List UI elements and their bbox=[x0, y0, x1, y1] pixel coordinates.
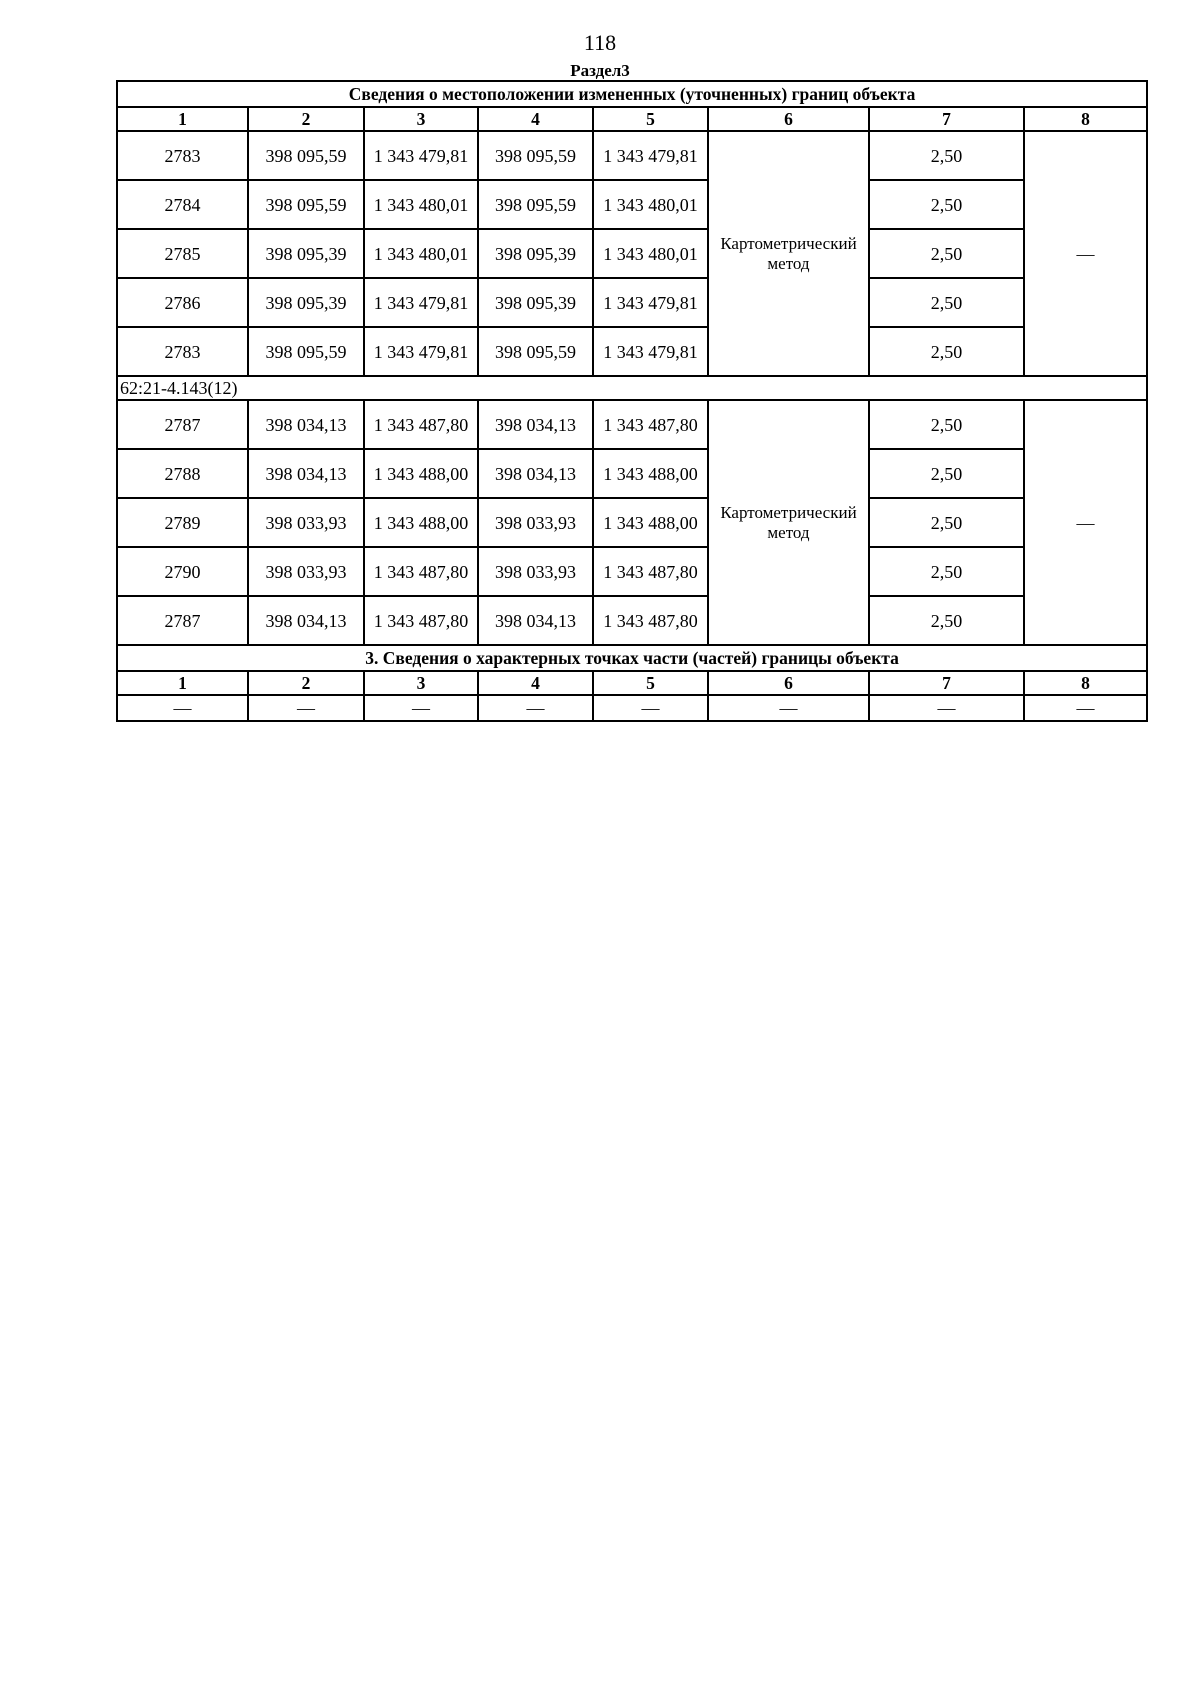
group-label-row bbox=[117, 376, 1147, 400]
dash-cell: — bbox=[478, 695, 593, 721]
dash-cell: — bbox=[1024, 695, 1147, 721]
coord-y-new: 1 343 480,01 bbox=[593, 180, 708, 229]
coord-x-new: 398 095,59 bbox=[478, 180, 593, 229]
coord-x-old: 398 095,59 bbox=[248, 131, 364, 180]
coord-y-old: 1 343 479,81 bbox=[364, 327, 478, 376]
coord-x-new: 398 034,13 bbox=[478, 449, 593, 498]
dash-cell: — bbox=[364, 695, 478, 721]
accuracy-value: 2,50 bbox=[869, 498, 1024, 547]
point-number: 2786 bbox=[117, 278, 248, 327]
coord-y-new: 1 343 487,80 bbox=[593, 400, 708, 449]
point-number: 2788 bbox=[117, 449, 248, 498]
table-row bbox=[117, 229, 1147, 278]
coord-y-new: 1 343 487,80 bbox=[593, 596, 708, 645]
table-row bbox=[117, 327, 1147, 376]
table-row bbox=[117, 400, 1147, 449]
boundary-table bbox=[116, 80, 1148, 722]
point-number: 2789 bbox=[117, 498, 248, 547]
point-number: 2785 bbox=[117, 229, 248, 278]
table-row bbox=[117, 498, 1147, 547]
point-number: 2790 bbox=[117, 547, 248, 596]
coord-y-new: 1 343 487,80 bbox=[593, 547, 708, 596]
dash-cell: — bbox=[117, 695, 248, 721]
coord-x-old: 398 095,39 bbox=[248, 229, 364, 278]
coord-y-old: 1 343 487,80 bbox=[364, 547, 478, 596]
column-number: 7 bbox=[869, 671, 1024, 695]
dash-cell: — bbox=[593, 695, 708, 721]
column-number: 6 bbox=[708, 671, 869, 695]
part-section-title-row bbox=[117, 645, 1147, 671]
coord-x-old: 398 034,13 bbox=[248, 400, 364, 449]
column-number: 4 bbox=[478, 107, 593, 131]
point-number: 2783 bbox=[117, 327, 248, 376]
table-row bbox=[117, 278, 1147, 327]
coord-x-old: 398 033,93 bbox=[248, 498, 364, 547]
table-title: Сведения о местоположении измененных (уточненных) границ объекта bbox=[117, 81, 1147, 107]
column-number: 5 bbox=[593, 671, 708, 695]
coord-x-old: 398 095,59 bbox=[248, 180, 364, 229]
table-row bbox=[117, 131, 1147, 180]
column-number: 3 bbox=[364, 671, 478, 695]
column-number: 2 bbox=[248, 671, 364, 695]
point-number: 2784 bbox=[117, 180, 248, 229]
coord-x-new: 398 095,39 bbox=[478, 278, 593, 327]
dash-cell: — bbox=[708, 695, 869, 721]
coord-y-new: 1 343 488,00 bbox=[593, 449, 708, 498]
coord-x-new: 398 095,39 bbox=[478, 229, 593, 278]
coord-y-old: 1 343 479,81 bbox=[364, 278, 478, 327]
coord-x-old: 398 095,39 bbox=[248, 278, 364, 327]
page-number: 118 bbox=[583, 30, 617, 55]
coord-x-new: 398 033,93 bbox=[478, 547, 593, 596]
section-label: Раздел3 bbox=[570, 61, 630, 80]
accuracy-value: 2,50 bbox=[869, 449, 1024, 498]
table-title-row bbox=[117, 81, 1147, 107]
column-number-row bbox=[117, 107, 1147, 131]
coord-y-old: 1 343 480,01 bbox=[364, 180, 478, 229]
dash-cell: — bbox=[248, 695, 364, 721]
coord-x-old: 398 095,59 bbox=[248, 327, 364, 376]
coord-y-old: 1 343 488,00 bbox=[364, 498, 478, 547]
column-number: 5 bbox=[593, 107, 708, 131]
part-dash-row bbox=[117, 695, 1147, 721]
method-cell: Картометрический метод bbox=[708, 400, 869, 645]
coord-y-new: 1 343 488,00 bbox=[593, 498, 708, 547]
accuracy-value: 2,50 bbox=[869, 131, 1024, 180]
coord-y-old: 1 343 480,01 bbox=[364, 229, 478, 278]
column-number: 8 bbox=[1024, 107, 1147, 131]
coord-y-new: 1 343 479,81 bbox=[593, 278, 708, 327]
table-row bbox=[117, 547, 1147, 596]
point-number: 2783 bbox=[117, 131, 248, 180]
point-number: 2787 bbox=[117, 596, 248, 645]
column-number: 1 bbox=[117, 107, 248, 131]
column-number: 1 bbox=[117, 671, 248, 695]
col8-dash: — bbox=[1024, 131, 1147, 376]
coord-x-old: 398 033,93 bbox=[248, 547, 364, 596]
column-number: 3 bbox=[364, 107, 478, 131]
dash-cell: — bbox=[869, 695, 1024, 721]
accuracy-value: 2,50 bbox=[869, 180, 1024, 229]
accuracy-value: 2,50 bbox=[869, 400, 1024, 449]
table-row bbox=[117, 180, 1147, 229]
coord-x-old: 398 034,13 bbox=[248, 596, 364, 645]
col8-dash: — bbox=[1024, 400, 1147, 645]
coord-x-new: 398 034,13 bbox=[478, 596, 593, 645]
table-row bbox=[117, 596, 1147, 645]
coord-x-old: 398 034,13 bbox=[248, 449, 364, 498]
method-cell: Картометрический метод bbox=[708, 131, 869, 376]
accuracy-value: 2,50 bbox=[869, 229, 1024, 278]
accuracy-value: 2,50 bbox=[869, 278, 1024, 327]
coord-y-new: 1 343 480,01 bbox=[593, 229, 708, 278]
coord-y-old: 1 343 488,00 bbox=[364, 449, 478, 498]
column-number: 6 bbox=[708, 107, 869, 131]
coord-x-new: 398 034,13 bbox=[478, 400, 593, 449]
point-number: 2787 bbox=[117, 400, 248, 449]
group-label: 62:21-4.143(12) bbox=[117, 376, 1147, 400]
coord-y-old: 1 343 487,80 bbox=[364, 596, 478, 645]
column-number: 4 bbox=[478, 671, 593, 695]
coord-y-old: 1 343 487,80 bbox=[364, 400, 478, 449]
table-row bbox=[117, 449, 1147, 498]
coord-x-new: 398 033,93 bbox=[478, 498, 593, 547]
accuracy-value: 2,50 bbox=[869, 596, 1024, 645]
part-section-title: 3. Сведения о характерных точках части (частей) границы объекта bbox=[117, 645, 1147, 671]
coord-y-new: 1 343 479,81 bbox=[593, 327, 708, 376]
accuracy-value: 2,50 bbox=[869, 547, 1024, 596]
accuracy-value: 2,50 bbox=[869, 327, 1024, 376]
coord-x-new: 398 095,59 bbox=[478, 131, 593, 180]
column-number: 8 bbox=[1024, 671, 1147, 695]
part-column-number-row bbox=[117, 671, 1147, 695]
column-number: 2 bbox=[248, 107, 364, 131]
coord-y-old: 1 343 479,81 bbox=[364, 131, 478, 180]
coord-x-new: 398 095,59 bbox=[478, 327, 593, 376]
column-number: 7 bbox=[869, 107, 1024, 131]
coord-y-new: 1 343 479,81 bbox=[593, 131, 708, 180]
